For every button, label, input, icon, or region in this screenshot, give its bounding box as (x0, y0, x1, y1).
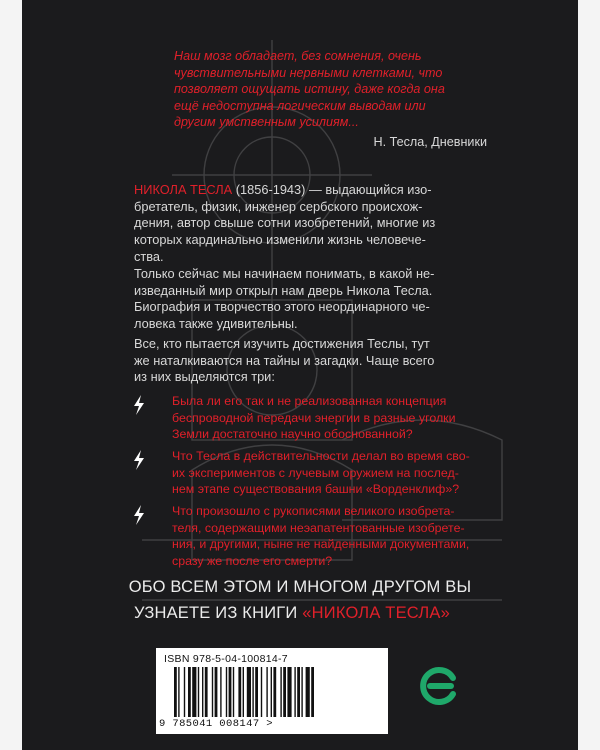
barcode-bar (294, 667, 295, 717)
barcode-bar (301, 667, 302, 717)
intro-line: (1856-1943) — выдающийся изо- (232, 182, 432, 197)
barcode-bar (243, 667, 244, 717)
barcode-bar (311, 667, 314, 717)
barcode-bar (280, 667, 281, 717)
barcode-bar (192, 667, 196, 717)
barcode-bar (271, 667, 272, 717)
barcode-bar (261, 667, 262, 717)
barcode-bar (212, 667, 213, 717)
barcode-bar (188, 667, 191, 717)
barcode-bar (220, 667, 221, 717)
barcode-bar (266, 667, 267, 717)
mystery-line: беспроводной передачи энергии в разные уголки (172, 410, 456, 425)
mystery-line: Земли достаточно научно обоснованной? (172, 427, 413, 441)
para-line: Только сейчас мы начинаем понимать, в какой не- (134, 266, 435, 281)
para-line: Биография и творчество этого неординарного че- (134, 299, 430, 315)
barcode-bar (255, 667, 258, 717)
barcode-bar (306, 667, 310, 717)
epigraph-quote (174, 48, 484, 131)
lightning-bolt-icon (132, 395, 146, 415)
third-paragraph (134, 336, 486, 386)
barcode-bar (215, 667, 218, 717)
quote-attribution: Н. Тесла, Дневники (373, 135, 487, 149)
barcode-bar (238, 667, 241, 717)
barcode-bar (283, 667, 286, 717)
barcode-bar (229, 667, 232, 717)
second-paragraph (134, 266, 486, 333)
book-title: «НИКОЛА ТЕСЛА» (302, 604, 450, 622)
barcode-bar (226, 667, 227, 717)
intro-line: ства. (134, 248, 164, 264)
barcode-bar (198, 667, 199, 717)
barcode-bar (247, 667, 251, 717)
para-line: изведанный мир открыл нам дверь Никола Тесла. (134, 282, 433, 298)
barcode-bar (252, 667, 253, 717)
para-line: ловека также удивительны. (134, 316, 298, 332)
mystery-line: Что Тесла в действительности делал во время сво- (172, 449, 470, 463)
barcode-digits: 9 785041 008147 > (159, 718, 273, 730)
para-line: из них выделяются три: (134, 369, 275, 385)
mystery-line: Была ли его так и не реализованная концепция (172, 394, 447, 408)
para-line: Все, кто пытается изучить достижения Теслы, тут (134, 336, 430, 351)
barcode-bar (202, 667, 203, 717)
call-to-action-line2 (22, 604, 570, 623)
isbn-barcode (156, 648, 388, 734)
intro-line: которых кардинально изменили жизнь человече- (134, 232, 426, 248)
barcode-bar (184, 667, 185, 717)
cta-prefix: УЗНАЕТЕ ИЗ КНИГИ (134, 604, 303, 622)
author-name: НИКОЛА ТЕСЛА (134, 182, 233, 197)
barcode-bar (287, 667, 291, 717)
barcode-bar (273, 667, 276, 717)
barcode-bar (205, 667, 208, 717)
quote-line: позволяет ощущать истину, даже когда она (174, 82, 445, 97)
book-back-cover (22, 0, 578, 750)
quote-line: другим умственным усилиям... (174, 115, 359, 130)
mystery-line: сразу же после его смерти? (172, 553, 333, 568)
mystery-line: ния, и другими, ныне не найденными документами, (172, 537, 470, 551)
isbn-number: ISBN 978-5-04-100814-7 (164, 653, 288, 665)
mystery-line: теля, содержащими неэапатентованные изобрете- (172, 520, 465, 535)
quote-line: Наш мозг обладает, без сомнения, очень (174, 49, 422, 63)
intro-line: дения, автор свыше сотни изобретений, многие из (134, 215, 436, 231)
para-line: же наталкиваются на тайны и загадки. Чаще всего (134, 352, 435, 368)
barcode-bar (233, 667, 234, 717)
barcode-bars (174, 667, 374, 719)
eksmo-logo (417, 664, 461, 708)
barcode-bar (178, 667, 179, 717)
lightning-bolt-icon (132, 505, 146, 525)
mystery-line: Что произошло с рукописями великого изобрета- (172, 504, 455, 518)
barcode-bar (297, 667, 300, 717)
quote-line: ещё недоступна логическим выводам или (174, 98, 426, 113)
mystery-text (172, 503, 492, 569)
quote-line: чувствительными нервными клетками, что (174, 65, 443, 80)
lightning-bolt-icon (132, 450, 146, 470)
mystery-text (172, 393, 492, 443)
mystery-line: нем этапе существования башни «Ворденклиф»? (172, 482, 460, 496)
intro-paragraph (134, 182, 486, 266)
intro-line: бретатель, физик, инженер сербского происхож- (134, 198, 423, 214)
mystery-line: их экспериментов с лучевым оружием на послед- (172, 465, 459, 480)
barcode-bar (174, 667, 177, 717)
mystery-text (172, 448, 492, 498)
call-to-action-line1: ОБО ВСЕМ ЭТОМ И МНОГОМ ДРУГОМ ВЫ (128, 578, 472, 596)
